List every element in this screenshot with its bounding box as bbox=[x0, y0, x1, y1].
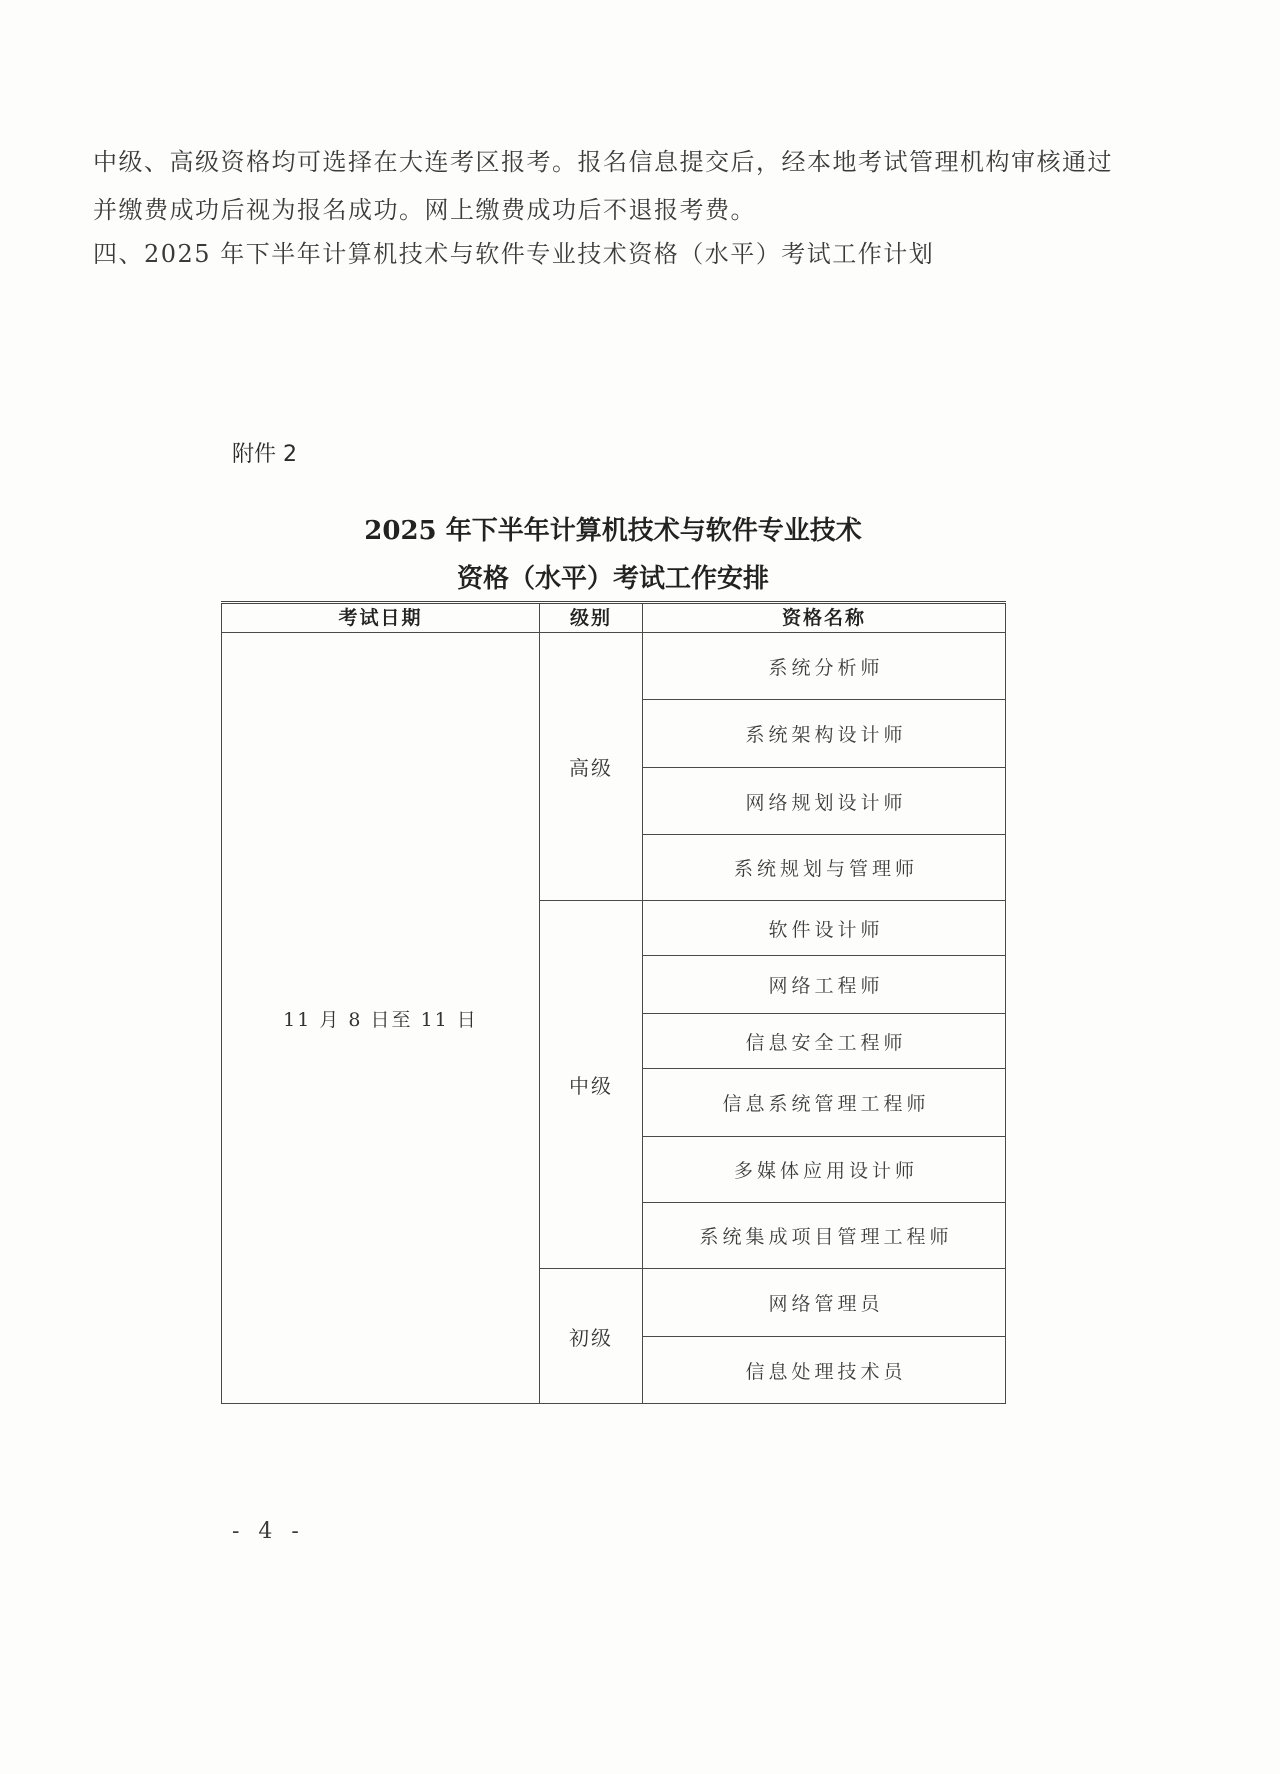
table-row bbox=[222, 633, 1006, 700]
schedule-title-line-2: 资格（水平）考试工作安排 bbox=[456, 564, 769, 594]
qualification-cell: 信息安全工程师 bbox=[643, 1014, 1006, 1069]
qualification-cell: 网络管理员 bbox=[643, 1269, 1006, 1337]
body-paragraph-line: 并缴费成功后视为报名成功。网上缴费成功后不退报考费。 bbox=[93, 196, 756, 224]
header-level: 级别 bbox=[540, 603, 643, 633]
level-cell-senior: 高级 bbox=[540, 633, 643, 901]
qualification-cell: 系统集成项目管理工程师 bbox=[643, 1203, 1006, 1269]
qualification-cell: 系统分析师 bbox=[643, 633, 1006, 700]
table-header-row bbox=[222, 603, 1006, 633]
exam-date-cell: 11 月 8 日至 11 日 bbox=[222, 633, 540, 1404]
qualification-cell: 软件设计师 bbox=[643, 901, 1006, 956]
level-cell-intermediate: 中级 bbox=[540, 901, 643, 1269]
header-qualification-name: 资格名称 bbox=[643, 603, 1006, 633]
qualification-cell: 系统架构设计师 bbox=[643, 700, 1006, 768]
qualification-cell: 信息系统管理工程师 bbox=[643, 1069, 1006, 1137]
qualification-cell: 系统规划与管理师 bbox=[643, 835, 1006, 901]
qualification-cell: 信息处理技术员 bbox=[643, 1337, 1006, 1404]
attachment-label: 附件 2 bbox=[232, 442, 297, 467]
level-cell-junior: 初级 bbox=[540, 1269, 643, 1404]
exam-schedule-table bbox=[221, 601, 1006, 1404]
page-number: - 4 - bbox=[232, 1519, 305, 1544]
schedule-title-line-1: 2025 年下半年计算机技术与软件专业技术 bbox=[364, 516, 862, 546]
qualification-cell: 网络工程师 bbox=[643, 956, 1006, 1014]
body-paragraph-line: 中级、高级资格均可选择在大连考区报考。报名信息提交后，经本地考试管理机构审核通过 bbox=[93, 148, 1113, 176]
qualification-cell: 网络规划设计师 bbox=[643, 768, 1006, 835]
qualification-cell: 多媒体应用设计师 bbox=[643, 1137, 1006, 1203]
header-exam-date: 考试日期 bbox=[222, 603, 540, 633]
section-heading: 四、2025 年下半年计算机技术与软件专业技术资格（水平）考试工作计划 bbox=[93, 240, 935, 268]
